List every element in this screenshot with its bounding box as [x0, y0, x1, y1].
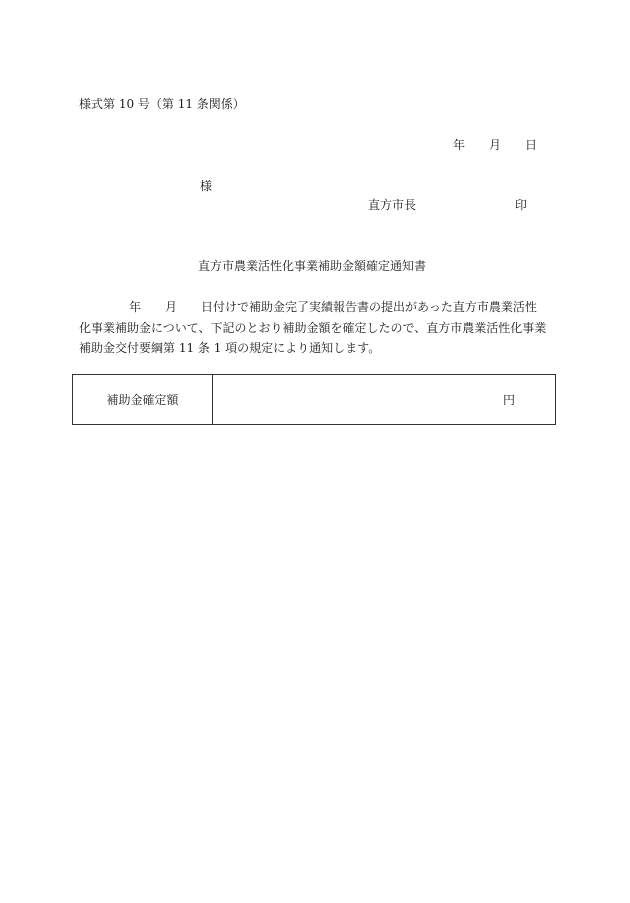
form-number: 様式第 10 号（第 11 条関係）	[79, 97, 245, 111]
body-line-1-text: 日付けで補助金完了実績報告書の提出があった直方市農業活性	[201, 300, 537, 314]
notice-body-line-1	[79, 297, 557, 318]
date-month-label: 月	[489, 138, 502, 152]
date-day-label: 日	[525, 138, 538, 152]
notice-body-line-2: 化事業補助金について、下記のとおり補助金額を確定したので、直方市農業活性化事業	[79, 320, 547, 335]
notice-body-line-3: 補助金交付要綱第 11 条 1 項の規定により通知します。	[79, 341, 381, 355]
notice-body	[79, 297, 557, 359]
seal-mark: 印	[515, 198, 528, 212]
amount-label-cell	[73, 375, 213, 424]
sender-title: 直方市長	[368, 198, 417, 212]
amount-value-cell	[213, 375, 555, 424]
amount-unit: 円	[503, 393, 516, 407]
recipient-honorific: 様	[200, 179, 213, 193]
date-year-label: 年	[453, 138, 466, 152]
amount-table	[72, 374, 556, 425]
body-year-label: 年	[129, 300, 142, 314]
date-line	[453, 138, 537, 152]
document-title: 直方市農業活性化事業補助金額確定通知書	[198, 259, 427, 273]
body-month-label: 月	[165, 300, 178, 314]
amount-label: 補助金確定額	[106, 393, 179, 407]
